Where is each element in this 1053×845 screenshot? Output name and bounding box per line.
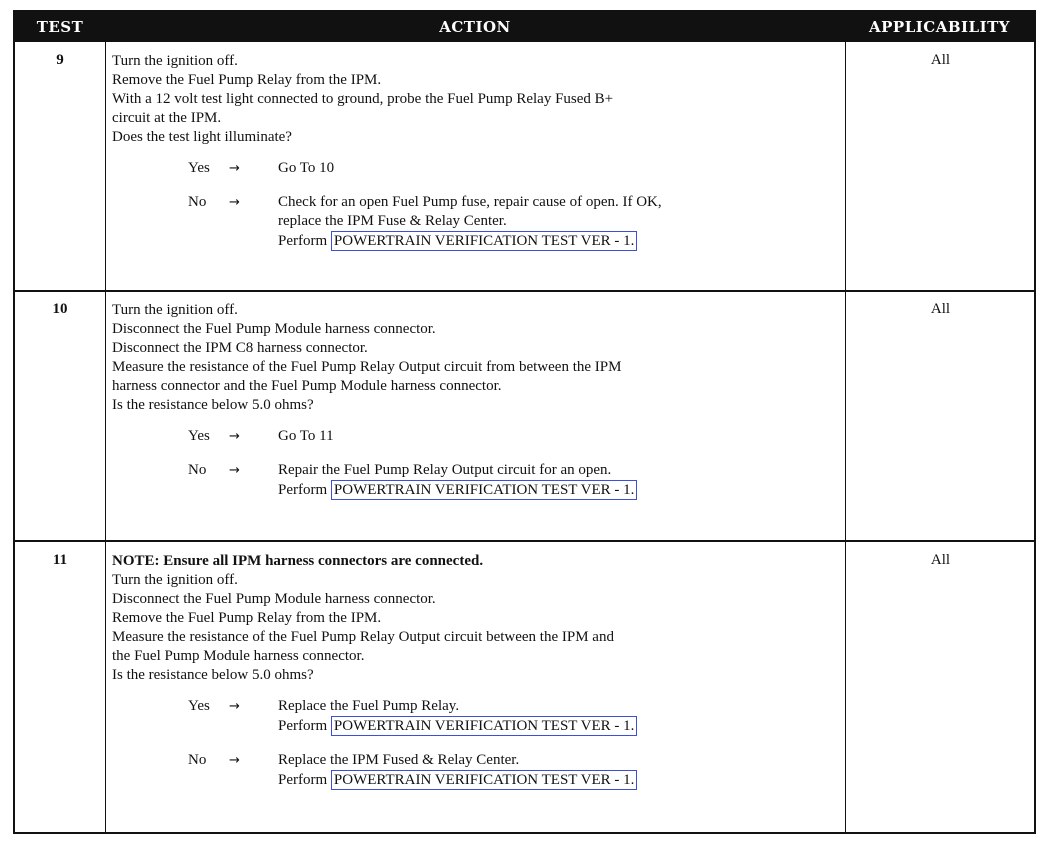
applicability-value: All — [930, 552, 951, 568]
result-text: Replace the Fuel Pump Relay. — [278, 698, 460, 714]
action-line: Is the resistance below 5.0 ohms? — [112, 397, 314, 413]
yes-branch — [112, 427, 844, 446]
action-line: Does the test light illuminate? — [112, 129, 292, 145]
action-line: circuit at the IPM. — [112, 110, 222, 126]
action-line: With a 12 volt test light connected to ground, probe the Fuel Pump Relay Fused B+ — [112, 91, 614, 107]
yes-branch — [112, 159, 844, 178]
header-action: ACTION — [439, 18, 511, 36]
perform-label: Perform — [278, 772, 328, 788]
test-number: 11 — [52, 552, 68, 568]
table-header — [15, 12, 1034, 42]
action-line: Remove the Fuel Pump Relay from the IPM. — [112, 610, 382, 626]
no-label: No — [188, 194, 207, 210]
arrow-right-icon: → — [229, 753, 240, 768]
action-line: Turn the ignition off. — [112, 302, 238, 318]
row-divider — [15, 290, 1034, 292]
action-cell — [112, 52, 844, 251]
result-text: replace the IPM Fuse & Relay Center. — [278, 213, 507, 229]
applicability-value: All — [930, 301, 951, 317]
yes-branch — [112, 697, 844, 736]
arrow-right-icon: → — [229, 463, 240, 478]
no-label: No — [188, 462, 207, 478]
action-cell — [112, 301, 844, 500]
verification-test-link[interactable]: POWERTRAIN VERIFICATION TEST VER - 1. — [331, 770, 638, 790]
action-line: Is the resistance below 5.0 ohms? — [112, 667, 314, 683]
applicability-value: All — [930, 52, 951, 68]
no-branch — [112, 751, 844, 790]
action-line: Disconnect the Fuel Pump Module harness connector. — [112, 591, 436, 607]
action-line: Measure the resistance of the Fuel Pump Relay Output circuit from between the IPM — [112, 359, 622, 375]
action-cell — [112, 552, 844, 790]
verification-test-link[interactable]: POWERTRAIN VERIFICATION TEST VER - 1. — [331, 480, 638, 500]
header-applicability: APPLICABILITY — [869, 18, 1010, 36]
arrow-right-icon: → — [229, 161, 240, 176]
action-line: Measure the resistance of the Fuel Pump Relay Output circuit between the IPM and — [112, 629, 614, 645]
action-line: Turn the ignition off. — [112, 572, 238, 588]
yes-label: Yes — [188, 160, 210, 176]
no-branch — [112, 461, 844, 500]
header-test: TEST — [36, 18, 84, 36]
no-branch — [112, 193, 844, 251]
action-line: Disconnect the Fuel Pump Module harness connector. — [112, 321, 436, 337]
yes-label: Yes — [188, 698, 210, 714]
action-line: Remove the Fuel Pump Relay from the IPM. — [112, 72, 382, 88]
arrow-right-icon: → — [229, 699, 240, 714]
no-label: No — [188, 752, 207, 768]
perform-label: Perform — [278, 718, 328, 734]
arrow-right-icon: → — [229, 195, 240, 210]
test-number: 10 — [52, 301, 68, 317]
diagnostic-table — [13, 10, 1036, 834]
row-divider — [15, 540, 1034, 542]
action-line: Disconnect the IPM C8 harness connector. — [112, 340, 368, 356]
action-line: the Fuel Pump Module harness connector. — [112, 648, 365, 664]
result-text: Replace the IPM Fused & Relay Center. — [278, 752, 520, 768]
column-divider — [845, 42, 846, 832]
perform-label: Perform — [278, 233, 328, 249]
perform-label: Perform — [278, 482, 328, 498]
column-divider — [105, 42, 106, 832]
result-text: Go To 10 — [278, 160, 335, 176]
note-text: NOTE: Ensure all IPM harness connectors are connected. — [112, 553, 484, 569]
result-text: Go To 11 — [278, 428, 334, 444]
action-line: Turn the ignition off. — [112, 53, 238, 69]
result-text: Check for an open Fuel Pump fuse, repair cause of open. If OK, — [278, 194, 662, 210]
action-line: harness connector and the Fuel Pump Module harness connector. — [112, 378, 502, 394]
verification-test-link[interactable]: POWERTRAIN VERIFICATION TEST VER - 1. — [331, 716, 638, 736]
result-text: Repair the Fuel Pump Relay Output circuit for an open. — [278, 462, 612, 478]
verification-test-link[interactable]: POWERTRAIN VERIFICATION TEST VER - 1. — [331, 231, 638, 251]
arrow-right-icon: → — [229, 429, 240, 444]
yes-label: Yes — [188, 428, 210, 444]
test-number: 9 — [56, 52, 64, 68]
